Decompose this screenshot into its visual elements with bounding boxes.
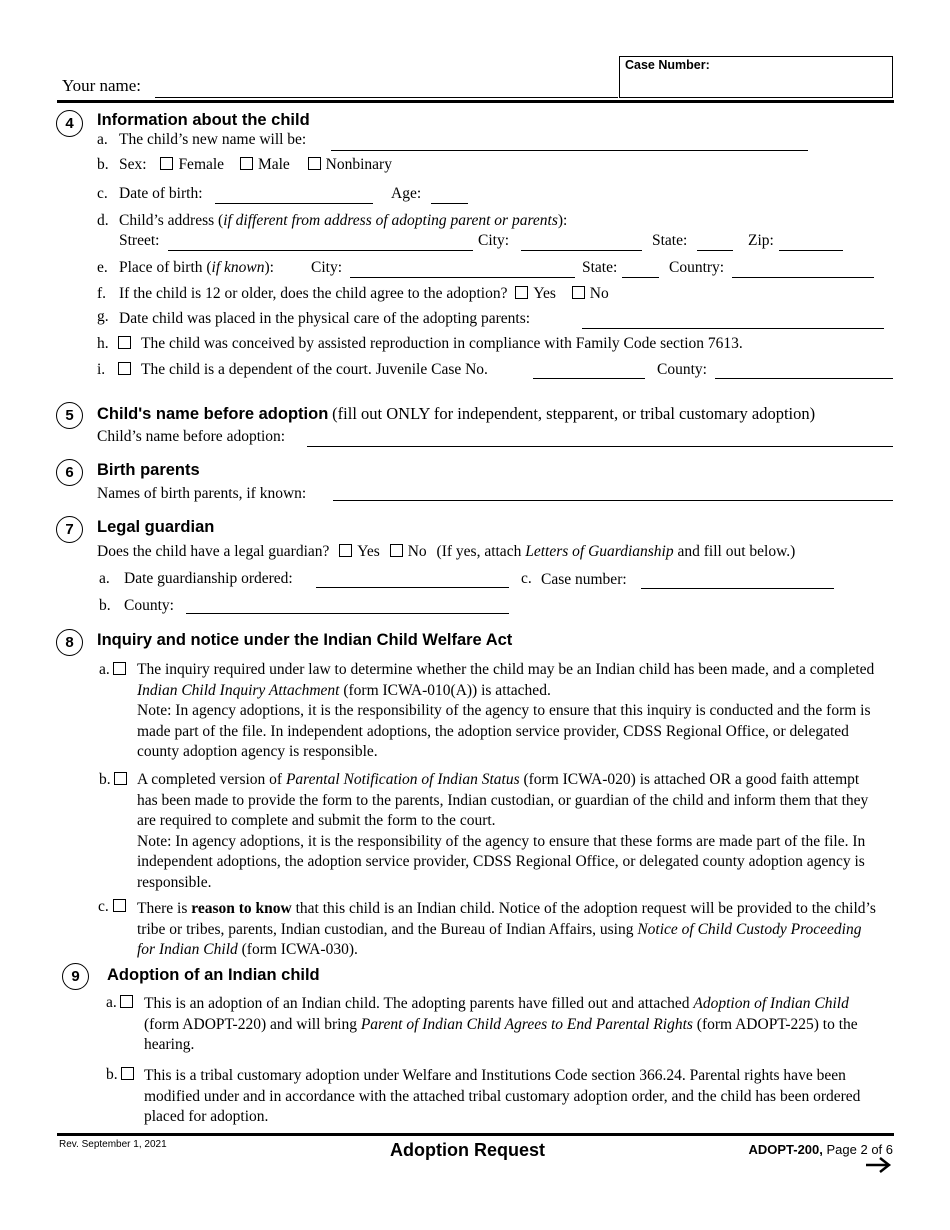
juvenile-case-number-field[interactable]: [533, 378, 645, 379]
s7-c-letter: c.: [521, 570, 532, 587]
guardian-no-checkbox[interactable]: [390, 544, 403, 557]
case-number-box[interactable]: [619, 56, 893, 98]
dependent-checkbox[interactable]: [118, 362, 131, 375]
name-before-adoption-label: Child’s name before adoption:: [97, 428, 286, 445]
s4-d-letter: d.: [97, 212, 109, 229]
nonbinary-checkbox[interactable]: [308, 157, 321, 170]
inquiry-checkbox[interactable]: [113, 662, 126, 675]
dob-field[interactable]: [215, 203, 373, 204]
agree-no-label: No: [589, 285, 609, 302]
section-6-title: Birth parents: [97, 461, 200, 479]
form-id: ADOPT-200,: [748, 1142, 823, 1157]
tribal-customary-checkbox[interactable]: [121, 1067, 134, 1080]
female-checkbox[interactable]: [160, 157, 173, 170]
s8-b-item: [99, 771, 132, 789]
indian-child-adoption-checkbox[interactable]: [120, 995, 133, 1008]
reason-to-know-checkbox[interactable]: [113, 899, 126, 912]
parental-notification-checkbox[interactable]: [114, 772, 127, 785]
street-label: Street:: [119, 232, 160, 249]
birth-state-field[interactable]: [622, 277, 659, 278]
guardian-yes-label: Yes: [357, 543, 380, 560]
section-8-title: Inquiry and notice under the Indian Child Welfare Act: [97, 631, 513, 649]
section-6-number: 6: [56, 459, 83, 486]
legal-guardian-label: Does the child have a legal guardian?: [97, 543, 330, 560]
section-8-number: 8: [56, 629, 83, 656]
name-before-adoption-field[interactable]: [307, 446, 893, 447]
guardianship-county-field[interactable]: [186, 613, 509, 614]
tribal-customary-text: This is a tribal customary adoption under Welfare and Institutions Code section 366.24. Parental rights have been modified under and in accordance with the attached tribal customary adoption order, and the child has been ordered placed for adoption.: [144, 1067, 861, 1126]
s8-b-letter: b.: [99, 771, 111, 788]
state-field[interactable]: [697, 250, 733, 251]
s4-c-letter: c.: [97, 185, 108, 202]
s4-f-letter: f.: [97, 285, 107, 302]
section-5-title: Child's name before adoption: [97, 405, 329, 423]
child-agrees-label: If the child is 12 or older, does the child agree to the adoption?: [119, 285, 508, 302]
section-7-number: 7: [56, 516, 83, 543]
dependent-county-field[interactable]: [715, 378, 893, 379]
place-of-birth-label: Place of birth (if known):: [119, 259, 274, 276]
s9-b-item: [106, 1066, 139, 1084]
section-9-number: 9: [62, 963, 89, 990]
s9-b-letter: b.: [106, 1066, 118, 1083]
guardianship-county-label: County:: [124, 597, 174, 614]
assisted-reproduction-field: [114, 335, 743, 353]
s4-i-letter: i.: [97, 361, 106, 378]
revision-date: Rev. September 1, 2021: [59, 1139, 167, 1150]
dependent-county-label: County:: [657, 361, 707, 378]
placement-date-label: Date child was placed in the physical care of the adopting parents:: [119, 310, 531, 327]
guardianship-case-number-label: Case number:: [541, 571, 627, 588]
s9-a-letter: a.: [106, 994, 117, 1011]
s4-b-letter: b.: [97, 156, 109, 173]
case-number-label: Case Number:: [625, 58, 710, 72]
child-new-name-field[interactable]: [331, 150, 808, 151]
s8-a-item: [99, 661, 131, 679]
section-5-note: (fill out ONLY for independent, stepparent, or tribal customary adoption): [332, 404, 816, 423]
city-field[interactable]: [521, 250, 642, 251]
guardianship-date-label: Date guardianship ordered:: [124, 570, 293, 587]
female-label: Female: [178, 156, 225, 173]
birth-parents-label: Names of birth parents, if known:: [97, 485, 307, 502]
zip-field[interactable]: [779, 250, 843, 251]
parental-notification-note: Note: In agency adoptions, it is the responsibility of the agency to ensure that these forms are made part of the file. In independent adoptions, the adoption service provider, CDSS Regional Office, or delegated county adoption agency is responsible.: [137, 832, 866, 891]
inquiry-note: Note: In agency adoptions, it is the responsibility of the agency to ensure that this inquiry is conducted and the form is made part of the file. In independent adoptions, the adoption service provider, CDSS Regional Office, or delegated county adoption agency is responsible.: [137, 702, 871, 761]
section-9-title: Adoption of an Indian child: [107, 966, 320, 984]
birth-country-label: Country:: [669, 259, 725, 276]
form-title: Adoption Request: [390, 1140, 545, 1160]
guardian-yes-checkbox[interactable]: [339, 544, 352, 557]
dependent-field: [114, 361, 488, 379]
placement-date-field[interactable]: [582, 328, 884, 329]
s4-a-letter: a.: [97, 131, 108, 148]
s7-a-letter: a.: [99, 570, 110, 587]
child-agrees-field: [119, 285, 609, 303]
sex-field: [119, 156, 392, 174]
guardian-note: (If yes, attach Letters of Guardianship and fill out below.): [436, 543, 796, 560]
agree-no-checkbox[interactable]: [572, 286, 585, 299]
guardianship-case-number-field[interactable]: [641, 588, 834, 589]
guardian-no-label: No: [407, 543, 427, 560]
s4-g-letter: g.: [97, 308, 109, 325]
zip-label: Zip:: [748, 232, 774, 249]
birth-parents-field[interactable]: [333, 500, 893, 501]
assisted-reproduction-label: The child was conceived by assisted reproduction in compliance with Family Code section 7613.: [141, 335, 743, 352]
inquiry-text: The inquiry required under law to determine whether the child may be an Indian child has been made, and a completed Indian Child Inquiry Attachment (form ICWA-010(A)) is attached. Note: In agency adoptions, it is the responsibility of the agency to ensure that this inquiry is conducted and the form is made part of the file. In independent adoptions, the adoption service provider, CDSS Regional Office, or delegated county adoption agency is responsible.: [137, 660, 882, 763]
s4-e-letter: e.: [97, 259, 108, 276]
s9-a-item: [106, 994, 138, 1012]
city-label: City:: [478, 232, 510, 249]
your-name-field[interactable]: [155, 97, 618, 98]
s8-c-letter: c.: [98, 898, 109, 915]
indian-child-adoption-text: This is an adoption of an Indian child. The adopting parents have filled out and attached Adoption of Indian Child (form ADOPT-220) and will bring Parent of Indian Child Agrees to End Parental Rights (form ADOPT-225) to the hearing.: [144, 995, 858, 1054]
s4-a-label: The child’s new name will be:: [119, 131, 307, 148]
section-5-heading: [97, 404, 815, 424]
arrow-right-icon[interactable]: [864, 1156, 892, 1179]
state-label: State:: [652, 232, 688, 249]
section-5-number: 5: [56, 402, 83, 429]
legal-guardian-question: [97, 543, 795, 561]
dependent-label: The child is a dependent of the court. Juvenile Case No.: [141, 361, 488, 378]
male-label: Male: [257, 156, 290, 173]
s7-b-letter: b.: [99, 597, 111, 614]
reason-to-know-text: There is reason to know that this child is an Indian child. Notice of the adoption request will be provided to the child’s tribe or tribes, parents, Indian custodian, and the Bureau of Indian Affairs, using Notice of Child Custody Proceeding for Indian Child (form ICWA-030).: [137, 900, 876, 959]
birth-state-label: State:: [582, 259, 618, 276]
agree-yes-label: Yes: [533, 285, 556, 302]
birth-country-field[interactable]: [732, 277, 874, 278]
age-field[interactable]: [431, 203, 468, 204]
page-number: Page 2 of 6: [826, 1142, 893, 1157]
birth-city-label: City:: [311, 259, 343, 276]
section-4-number: 4: [56, 110, 83, 137]
nonbinary-label: Nonbinary: [325, 156, 392, 173]
dob-label: Date of birth:: [119, 185, 203, 202]
agree-yes-checkbox[interactable]: [515, 286, 528, 299]
section-7-title: Legal guardian: [97, 518, 215, 536]
footer-rule: [57, 1133, 894, 1136]
guardianship-date-field[interactable]: [316, 587, 509, 588]
your-name-label: Your name:: [62, 76, 142, 95]
s8-a-letter: a.: [99, 661, 110, 678]
header-rule: [57, 100, 894, 103]
sex-label: Sex:: [119, 156, 147, 173]
s8-c-item: [98, 898, 131, 916]
male-checkbox[interactable]: [240, 157, 253, 170]
assisted-reproduction-checkbox[interactable]: [118, 336, 131, 349]
section-4-title: Information about the child: [97, 111, 310, 129]
age-label: Age:: [391, 185, 422, 202]
s4-h-letter: h.: [97, 335, 109, 352]
street-field[interactable]: [168, 250, 473, 251]
parental-notification-text: A completed version of Parental Notification of Indian Status (form ICWA-020) is attached OR a good faith attempt has been made to provide the form to the parents, Indian custodian, or guardian of the child and inform them that they are required to complete and submit the form to the court. Note: In agency adoptions, it is the responsibility of the agency to ensure that these forms are made part of the file. In independent adoptions, the adoption service provider, CDSS Regional Office, or delegated county adoption agency is responsible.: [137, 770, 877, 894]
birth-city-field[interactable]: [350, 277, 575, 278]
form-page-info: [748, 1142, 893, 1157]
child-address-label: Child’s address (if different from address of adopting parent or parents):: [119, 212, 568, 229]
